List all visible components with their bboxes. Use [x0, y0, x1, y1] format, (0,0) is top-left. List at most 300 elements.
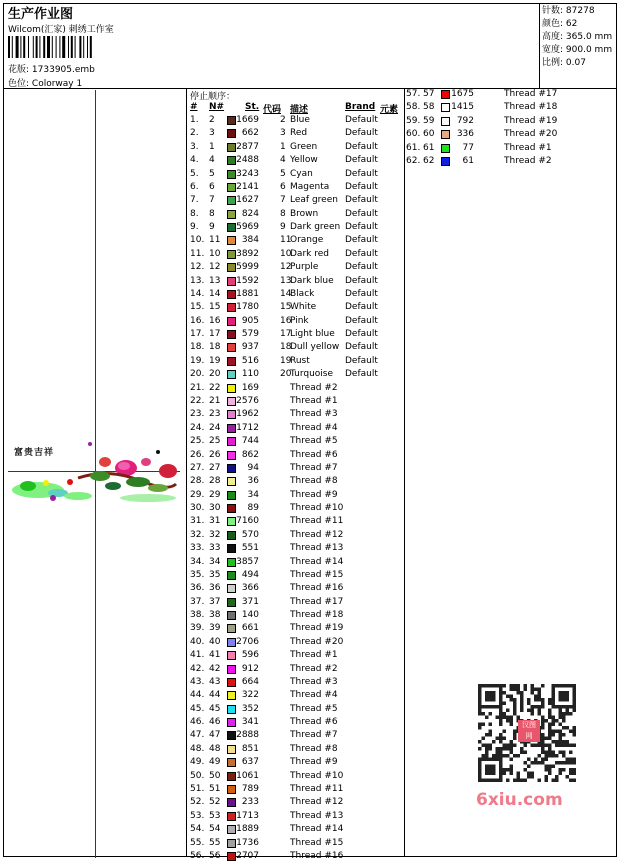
row-index: 50. [190, 770, 205, 781]
color-swatch [227, 397, 236, 406]
row-description: Thread #7 [290, 462, 338, 473]
row-brand: Default [345, 208, 378, 219]
table-row [406, 89, 606, 102]
color-swatch [227, 384, 236, 393]
row-index: 62. [406, 155, 421, 166]
table-row [190, 637, 402, 650]
row-needle: 10 [209, 248, 221, 259]
row-description: Thread #10 [290, 770, 344, 781]
row-code: 7 [280, 195, 286, 206]
row-index: 32. [190, 529, 205, 540]
row-description: Dark blue [290, 275, 334, 286]
color-swatch [227, 156, 236, 165]
watermark-logo: 6xiu.com [476, 790, 563, 810]
color-swatch [227, 611, 236, 620]
row-needle: 61 [423, 142, 435, 153]
row-needle: 20 [209, 369, 221, 380]
table-row [190, 583, 402, 596]
row-index: 55. [190, 837, 205, 848]
row-stitches: 169 [241, 382, 259, 393]
row-stitches: 2707 [236, 850, 259, 861]
row-stitches: 2877 [236, 141, 259, 152]
table-row [406, 102, 606, 115]
row-index: 17. [190, 329, 205, 340]
table-row [406, 143, 606, 156]
row-index: 30. [190, 503, 205, 514]
row-code: 6 [280, 181, 286, 192]
row-description: Thread #1 [290, 650, 338, 661]
row-description: Thread #2 [290, 382, 338, 393]
row-code: 12 [280, 262, 292, 273]
row-description: Light blue [290, 329, 335, 340]
table-row [190, 717, 402, 730]
row-needle: 3 [209, 128, 215, 139]
table-row [190, 610, 402, 623]
row-description: Thread #1 [504, 142, 552, 153]
table-row [406, 129, 606, 142]
row-description: Thread #16 [290, 850, 344, 861]
color-swatch [227, 477, 236, 486]
table-row [190, 195, 402, 208]
color-swatch [227, 745, 236, 754]
preview-divider [186, 88, 187, 857]
row-index: 22. [190, 395, 205, 406]
row-stitches: 661 [241, 623, 259, 634]
table-row [190, 797, 402, 810]
table-row [190, 757, 402, 770]
table-row [190, 115, 402, 128]
table-row [190, 771, 402, 784]
row-needle: 6 [209, 181, 215, 192]
color-swatch [227, 236, 236, 245]
row-index: 20. [190, 369, 205, 380]
row-stitches: 36 [247, 476, 259, 487]
row-brand: Default [345, 355, 378, 366]
row-index: 1. [190, 115, 199, 125]
row-brand: Default [345, 141, 378, 152]
row-description: Thread #12 [290, 797, 344, 808]
color-swatch [227, 758, 236, 767]
row-description: Thread #2 [504, 155, 552, 166]
row-stitches: 34 [247, 489, 259, 500]
color-swatch [441, 144, 450, 153]
row-description: Thread #15 [290, 569, 344, 580]
table-row [190, 851, 402, 864]
row-index: 27. [190, 462, 205, 473]
table-row [190, 369, 402, 382]
row-needle: 62 [423, 155, 435, 166]
stat-width: 宽度: 900.0 mm [542, 45, 613, 55]
color-swatch [227, 263, 236, 272]
row-index: 42. [190, 663, 205, 674]
col-description: 描述 [290, 105, 309, 115]
row-description: Orange [290, 235, 324, 246]
studio-name: Wilcom(汇家) 刺绣工作室 [8, 25, 114, 35]
color-swatch [227, 624, 236, 633]
row-stitches: 937 [241, 342, 259, 353]
row-stitches: 3892 [236, 248, 259, 259]
row-index: 31. [190, 516, 205, 527]
row-needle: 56 [209, 850, 221, 861]
color-swatch [227, 290, 236, 299]
row-index: 39. [190, 623, 205, 634]
row-needle: 52 [209, 797, 221, 808]
row-stitches: 664 [241, 676, 259, 687]
row-description: Thread #14 [290, 556, 344, 567]
row-index: 13. [190, 275, 205, 286]
color-swatch [227, 303, 236, 312]
row-stitches: 744 [241, 436, 259, 447]
row-description: Thread #7 [290, 730, 338, 741]
row-stitches: 1415 [451, 102, 474, 113]
table-row [190, 690, 402, 703]
row-needle: 12 [209, 262, 221, 273]
color-swatch [227, 437, 236, 446]
row-index: 9. [190, 222, 199, 233]
color-swatch [441, 117, 450, 126]
row-stitches: 1712 [236, 422, 259, 433]
color-swatch [227, 116, 236, 125]
table-row [190, 463, 402, 476]
design-preview [8, 438, 180, 506]
table-row [190, 516, 402, 529]
row-index: 43. [190, 676, 205, 687]
row-needle: 11 [209, 235, 221, 246]
table-row [190, 784, 402, 797]
row-needle: 16 [209, 315, 221, 326]
color-swatch [227, 852, 236, 861]
table-row [190, 182, 402, 195]
row-index: 23. [190, 409, 205, 420]
row-description: Thread #8 [290, 743, 338, 754]
row-stitches: 233 [241, 797, 259, 808]
table-row [190, 222, 402, 235]
color-swatch [227, 170, 236, 179]
color-swatch [227, 825, 236, 834]
table-row [190, 557, 402, 570]
row-brand: Default [345, 288, 378, 299]
color-swatch [441, 130, 450, 139]
table-row [190, 302, 402, 315]
row-description: Thread #19 [290, 623, 344, 634]
stat-colors: 颜色: 62 [542, 19, 578, 29]
row-description: Thread #1 [290, 395, 338, 406]
row-stitches: 341 [241, 717, 259, 728]
row-stitches: 1592 [236, 275, 259, 286]
row-code: 20 [280, 369, 292, 380]
row-index: 19. [190, 355, 205, 366]
row-brand: Default [345, 369, 378, 380]
table-row [190, 503, 402, 516]
row-stitches: 637 [241, 757, 259, 768]
col-hash: # [190, 102, 198, 112]
row-index: 16. [190, 315, 205, 326]
row-index: 34. [190, 556, 205, 567]
row-index: 26. [190, 449, 205, 460]
row-description: Thread #6 [290, 717, 338, 728]
table-row [190, 450, 402, 463]
row-index: 47. [190, 730, 205, 741]
row-stitches: 912 [241, 663, 259, 674]
row-stitches: 366 [241, 583, 259, 594]
row-needle: 15 [209, 302, 221, 313]
row-description: Thread #16 [290, 583, 344, 594]
row-stitches: 3243 [236, 168, 259, 179]
row-description: Red [290, 128, 308, 139]
stats-panel [542, 5, 612, 70]
row-needle: 60 [423, 129, 435, 140]
row-needle: 9 [209, 222, 215, 233]
row-code: 8 [280, 208, 286, 219]
color-swatch [227, 143, 236, 152]
row-description: Black [290, 288, 315, 299]
row-needle: 8 [209, 208, 215, 219]
row-index: 56. [190, 850, 205, 861]
row-needle: 41 [209, 650, 221, 661]
row-code: 2 [280, 115, 286, 125]
row-needle: 5 [209, 168, 215, 179]
row-stitches: 579 [241, 329, 259, 340]
color-swatch [227, 183, 236, 192]
color-swatch [227, 491, 236, 500]
row-needle: 51 [209, 784, 221, 794]
row-index: 2. [190, 128, 199, 139]
row-description: Thread #8 [290, 476, 338, 487]
row-stitches: 1061 [236, 770, 259, 781]
row-index: 60. [406, 129, 421, 140]
row-index: 57. [406, 89, 421, 99]
color-swatch [227, 277, 236, 286]
row-index: 53. [190, 810, 205, 821]
row-needle: 1 [209, 141, 215, 152]
table-row [190, 329, 402, 342]
row-code: 19 [280, 355, 292, 366]
row-stitches: 336 [456, 129, 474, 140]
color-swatch [227, 196, 236, 205]
row-needle: 31 [209, 516, 221, 527]
row-description: Thread #4 [290, 690, 338, 701]
row-description: Turquoise [290, 369, 334, 380]
row-needle: 21 [209, 395, 221, 406]
row-needle: 23 [209, 409, 221, 420]
row-stitches: 494 [241, 569, 259, 580]
row-stitches: 662 [241, 128, 259, 139]
row-stitches: 7160 [236, 516, 259, 527]
row-needle: 14 [209, 288, 221, 299]
row-brand: Default [345, 329, 378, 340]
row-needle: 38 [209, 610, 221, 621]
color-swatch [227, 638, 236, 647]
row-stitches: 851 [241, 743, 259, 754]
row-needle: 32 [209, 529, 221, 540]
row-stitches: 1627 [236, 195, 259, 206]
row-stitches: 2706 [236, 636, 259, 647]
row-index: 24. [190, 422, 205, 433]
row-description: Thread #17 [290, 596, 344, 607]
color-swatch [227, 812, 236, 821]
row-code: 5 [280, 168, 286, 179]
row-brand: Default [345, 168, 378, 179]
color-swatch [227, 343, 236, 352]
row-stitches: 2576 [236, 395, 259, 406]
barcode [8, 36, 110, 58]
col-element: 元素 [380, 105, 399, 115]
row-stitches: 1713 [236, 810, 259, 821]
row-brand: Default [345, 195, 378, 206]
row-needle: 58 [423, 102, 435, 113]
row-index: 10. [190, 235, 205, 246]
row-brand: Default [345, 262, 378, 273]
row-description: Thread #5 [290, 703, 338, 714]
file-label: 花版 [8, 65, 27, 75]
row-needle: 4 [209, 155, 215, 166]
row-index: 11. [190, 248, 205, 259]
col-code: 代码 [263, 105, 282, 115]
table-row [190, 342, 402, 355]
row-index: 61. [406, 142, 421, 153]
row-needle: 48 [209, 743, 221, 754]
row-brand: Default [345, 302, 378, 313]
row-index: 7. [190, 195, 199, 206]
row-description: Leaf green [290, 195, 338, 206]
row-needle: 44 [209, 690, 221, 701]
row-description: Thread #9 [290, 489, 338, 500]
row-index: 52. [190, 797, 205, 808]
color-swatch [227, 517, 236, 526]
row-needle: 30 [209, 503, 221, 514]
row-code: 1 [280, 141, 286, 152]
row-stitches: 792 [456, 115, 474, 126]
row-stitches: 322 [241, 690, 259, 701]
color-swatch [441, 90, 450, 99]
row-needle: 22 [209, 382, 221, 393]
table-row [190, 316, 402, 329]
row-index: 44. [190, 690, 205, 701]
row-description: Pink [290, 315, 309, 326]
row-stitches: 824 [241, 208, 259, 219]
color-swatch [227, 705, 236, 714]
row-index: 21. [190, 382, 205, 393]
row-needle: 24 [209, 422, 221, 433]
table-row [406, 156, 606, 169]
row-description: Thread #11 [290, 516, 344, 527]
row-stitches: 551 [241, 543, 259, 554]
stat-height: 高度: 365.0 mm [542, 32, 613, 42]
row-needle: 53 [209, 810, 221, 821]
row-index: 6. [190, 181, 199, 192]
table-row [190, 570, 402, 583]
row-description: Purple [290, 262, 319, 273]
table-row [190, 838, 402, 851]
row-index: 45. [190, 703, 205, 714]
row-stitches: 110 [241, 369, 259, 380]
color-swatch [227, 410, 236, 419]
stat-stitches: 针数: 87278 [542, 6, 595, 16]
color-swatch [227, 504, 236, 513]
row-needle: 25 [209, 436, 221, 447]
col-brand: Brand [345, 102, 376, 112]
row-description: Dull yellow [290, 342, 340, 353]
stat-scale: 比例: 0.07 [542, 58, 586, 68]
row-stitches: 5999 [236, 262, 259, 273]
row-description: Thread #15 [290, 837, 344, 848]
table-row [190, 128, 402, 141]
row-needle: 37 [209, 596, 221, 607]
row-stitches: 140 [241, 610, 259, 621]
table-row [190, 597, 402, 610]
row-index: 28. [190, 476, 205, 487]
color-swatch [227, 544, 236, 553]
row-needle: 27 [209, 462, 221, 473]
colorway-line: 色位: Colorway 1 [8, 79, 83, 89]
color-swatch [227, 785, 236, 794]
watermark-badge: 汉图 网 [518, 720, 540, 742]
row-index: 40. [190, 636, 205, 647]
color-swatch [227, 798, 236, 807]
row-description: Thread #4 [290, 422, 338, 433]
row-stitches: 1780 [236, 302, 259, 313]
row-description: Thread #13 [290, 543, 344, 554]
table-row [190, 423, 402, 436]
row-needle: 55 [209, 837, 221, 848]
row-needle: 17 [209, 329, 221, 340]
color-swatch [227, 678, 236, 687]
table-row [190, 650, 402, 663]
row-description: Yellow [290, 155, 318, 166]
table-row [190, 730, 402, 743]
table-row [190, 811, 402, 824]
color-swatch [227, 129, 236, 138]
color-swatch [227, 651, 236, 660]
row-code: 4 [280, 155, 286, 166]
row-stitches: 1889 [236, 824, 259, 835]
table-row [190, 262, 402, 275]
row-stitches: 371 [241, 596, 259, 607]
row-stitches: 3857 [236, 556, 259, 567]
row-needle: 39 [209, 623, 221, 634]
row-needle: 18 [209, 342, 221, 353]
row-needle: 28 [209, 476, 221, 487]
color-swatch [227, 330, 236, 339]
design-caption: 富贵吉祥 [14, 448, 55, 458]
color-swatch [227, 718, 236, 727]
color-swatch [227, 772, 236, 781]
row-description: Thread #5 [290, 436, 338, 447]
row-stitches: 1962 [236, 409, 259, 420]
table-row [190, 664, 402, 677]
row-needle: 54 [209, 824, 221, 835]
row-description: Thread #18 [290, 610, 344, 621]
colorway-name: Colorway 1 [31, 79, 83, 89]
row-code: 13 [280, 275, 292, 286]
row-description: Thread #13 [290, 810, 344, 821]
row-brand: Default [345, 235, 378, 246]
row-needle: 19 [209, 355, 221, 366]
row-description: Thread #19 [504, 115, 558, 126]
row-stitches: 2141 [236, 181, 259, 192]
row-description: Thread #17 [504, 89, 558, 99]
page-title: 生产作业图 [8, 7, 74, 22]
row-needle: 34 [209, 556, 221, 567]
table-row [190, 356, 402, 369]
table-row [190, 383, 402, 396]
color-swatch [441, 103, 450, 112]
row-needle: 45 [209, 703, 221, 714]
row-description: Dark red [290, 248, 329, 259]
row-stitches: 352 [241, 703, 259, 714]
table-row [190, 436, 402, 449]
stats-divider [539, 3, 540, 88]
